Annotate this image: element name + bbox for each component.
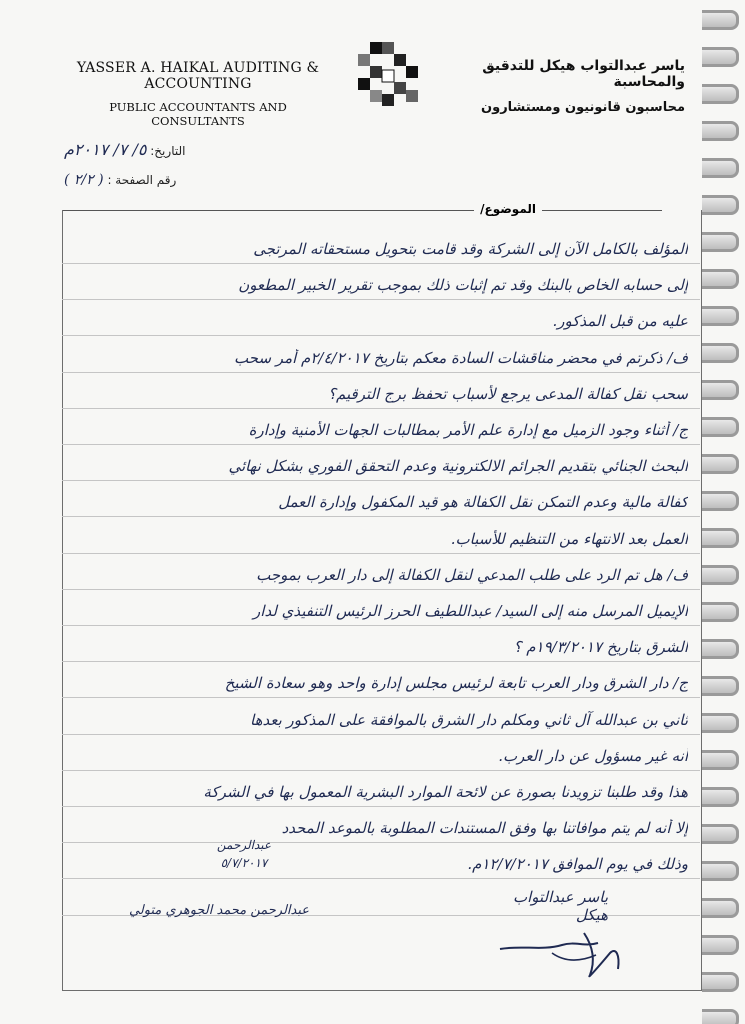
binding-coil — [702, 750, 739, 770]
body-line: ف/ ذكرتم في محضر مناقشات السادة معكم بتاريخ ٢/٤/٢٠١٧م أمر سحب — [234, 348, 688, 367]
auditor-signature — [492, 925, 632, 985]
binding-coil — [702, 491, 739, 511]
date-row — [64, 140, 185, 159]
body-line: كفالة مالية وعدم التمكن نقل الكفالة هو قيد المكفول وإدارة العمل — [278, 493, 688, 512]
binding-coil — [702, 269, 739, 289]
binding-coil — [702, 84, 739, 104]
body-line: أنه غير مسؤول عن دار العرب. — [498, 746, 688, 765]
body-line: ج/ دار الشرق ودار العرب تابعة لرئيس مجلس إدارة واحد وهو سعادة الشيخ — [224, 674, 688, 693]
binding-coil — [702, 898, 739, 918]
letterhead-arabic — [415, 58, 685, 115]
body-line: إلا أنه لم يتم موافاتنا بها وفق المستندات المطلوبة بالموعد المحدد — [281, 819, 688, 838]
body-line: العمل بعد الانتهاء من التنظيم للأسباب. — [450, 529, 688, 548]
binding-coil — [702, 417, 739, 437]
body-line: الشرق بتاريخ ١٩/٣/٢٠١٧م ؟ — [513, 638, 688, 657]
company-name-en: YASSER A. HAIKAL AUDITING & ACCOUNTING — [76, 60, 320, 92]
body-line: الإيميل المرسل منه إلى السيد/ عبداللطيف الحرز الرئيس التنفيذي لدار — [253, 602, 688, 620]
binding-coil — [702, 454, 739, 474]
binding-coil — [702, 713, 739, 733]
binding-coil — [702, 10, 739, 30]
body-line: وذلك في يوم الموافق ١٢/٧/٢٠١٧م. — [467, 855, 688, 874]
binding-coil — [702, 121, 739, 141]
binding-coil — [702, 824, 739, 844]
binding-coil — [702, 639, 739, 659]
binding-coil — [702, 676, 739, 696]
binding-coil — [702, 861, 739, 881]
binding-coil — [702, 602, 739, 622]
company-subtitle-ar: محاسبون قانونيون ومستشارون — [481, 100, 685, 115]
binding-coil — [702, 306, 739, 326]
witness-name-short: عبدالرحمن — [216, 838, 272, 852]
binding-coil — [702, 528, 739, 548]
date-value: ٥/ ٧/ ٢٠١٧م — [64, 140, 147, 159]
page-number-row — [64, 172, 176, 188]
body-line: هذا وقد طلبنا تزويدنا بصورة عن لائحة الموارد البشرية المعمول بها في الشركة — [203, 783, 688, 801]
body-line: البحث الجنائي بتقديم الجرائم الالكترونية وعدم التحقق الفوري بشكل نهائي — [228, 457, 688, 476]
subject-label: الموضوع/ — [474, 202, 542, 216]
binding-coil — [702, 47, 739, 67]
body-line: ف/ هل تم الرد على طلب المدعي لنقل الكفالة إلى دار العرب بموجب — [256, 565, 688, 584]
body-line: ثاني بن عبدالله آل ثاني ومكلم دار الشرق بالموافقة على المذكور بعدها — [250, 710, 688, 729]
letterhead-english — [68, 60, 328, 128]
binding-coil — [702, 158, 739, 178]
company-name-ar: ياسر عبدالتواب هيكل للتدقيق والمحاسبة — [482, 58, 685, 90]
date-label: التاريخ: — [150, 144, 186, 158]
witness-date: ٥/٧/٢٠١٧ — [220, 856, 268, 870]
body-line: سحب نقل كفالة المدعى يرجع لأسباب تحفظ برج الترقيم؟ — [328, 384, 688, 403]
witness-full-name: عبدالرحمن محمد الجوهري متولي — [128, 903, 310, 918]
page-number-label: رقم الصفحة : — [107, 173, 177, 187]
company-subtitle-en: PUBLIC ACCOUNTANTS AND CONSULTANTS — [109, 100, 287, 128]
binding-coil — [702, 343, 739, 363]
page-number-value: ( ٢/٢ ) — [64, 172, 104, 188]
binding-coil — [702, 380, 739, 400]
body-line: عليه من قبل المذكور. — [552, 312, 688, 331]
witness-stamp — [196, 838, 292, 870]
body-line: إلى حسابه الخاص بالبنك وقد تم إثبات ذلك بموجب تقرير الخبير المطعون — [238, 276, 688, 295]
company-logo — [352, 40, 424, 112]
binding-coil — [702, 232, 739, 252]
binding-coil — [702, 1009, 739, 1024]
binding-coil — [702, 195, 739, 215]
binding-coil — [702, 565, 739, 585]
binding-coil — [702, 787, 739, 807]
binding-coil — [702, 935, 739, 955]
auditor-name: ياسر عبدالتواب هيكل — [512, 888, 608, 924]
body-line: المؤلف بالكامل الآن إلى الشركة وقد قامت بتحويل مستحقاته المرتجى — [253, 240, 688, 258]
binding-coil — [702, 972, 739, 992]
body-line: ج/ أثناء وجود الزميل مع إدارة علم الأمر بمطالبات الجهات الأمنية وإدارة — [248, 421, 688, 439]
